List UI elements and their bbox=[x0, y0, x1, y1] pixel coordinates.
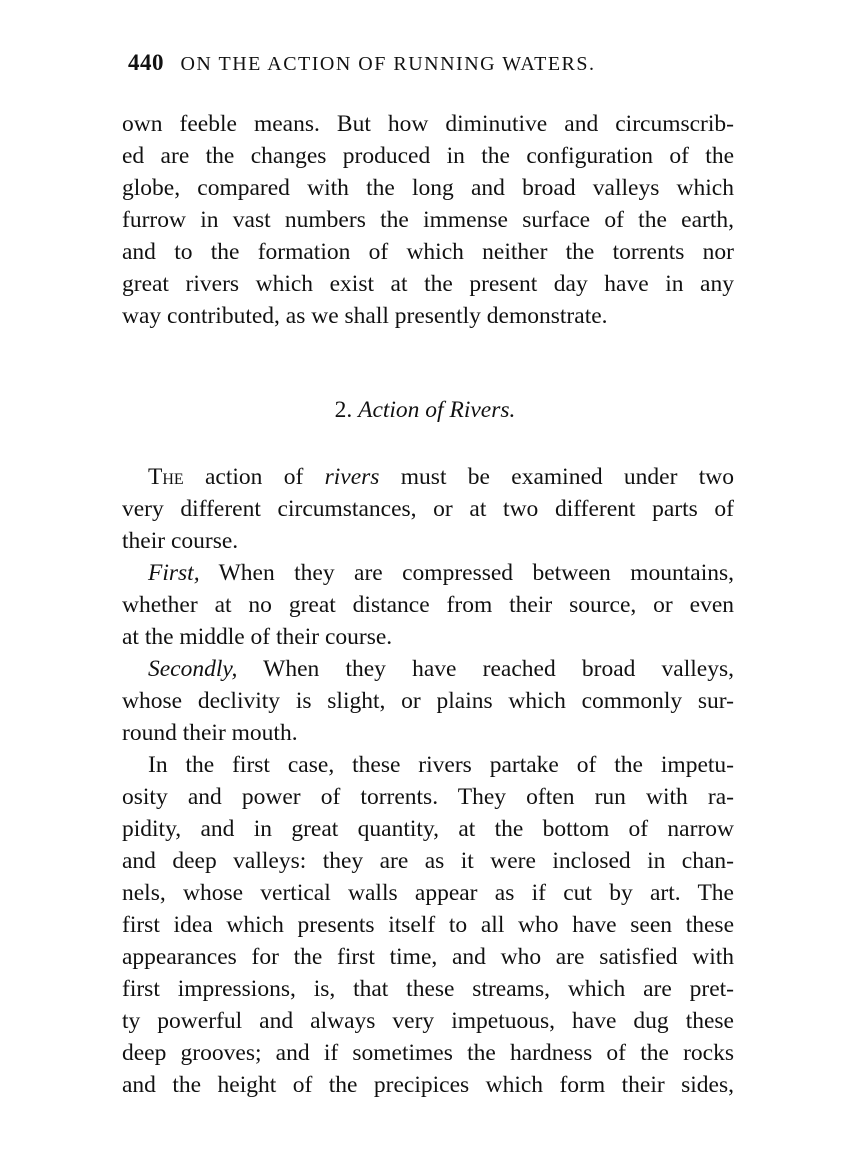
text-line: appearances for the first time, and who are satisfied with bbox=[122, 944, 734, 970]
text-line: round their mouth. bbox=[122, 720, 298, 746]
text-line: whose declivity is slight, or plains which commonly sur- bbox=[122, 688, 734, 714]
section-number: 2. bbox=[334, 397, 353, 423]
text-fragment: When they are compressed between mountains, bbox=[199, 560, 734, 586]
text-fragment: must be examined under two bbox=[379, 464, 734, 490]
text-line bbox=[122, 461, 734, 493]
text-line: first idea which presents itself to all who have seen these bbox=[122, 912, 734, 938]
text-fragment: When they have reached broad valleys, bbox=[237, 656, 734, 682]
lead-word: The bbox=[148, 464, 184, 490]
text-line: very different circumstances, or at two different parts of bbox=[122, 496, 734, 522]
text-line: whether at no great distance from their source, or even bbox=[122, 592, 734, 618]
text-line: globe, compared with the long and broad valleys which bbox=[122, 175, 734, 201]
section-body bbox=[122, 461, 734, 1101]
text-line: osity and power of torrents. They often run with ra- bbox=[122, 784, 734, 810]
text-line: at the middle of their course. bbox=[122, 624, 393, 650]
page-number: 440 bbox=[128, 50, 164, 75]
text-line: and to the formation of which neither the torrents nor bbox=[122, 239, 734, 265]
paragraph-opening bbox=[122, 108, 734, 332]
text-line: pidity, and in great quantity, at the bottom of narrow bbox=[122, 816, 734, 842]
running-head: ON THE ACTION OF RUNNING WATERS. bbox=[180, 53, 596, 75]
text-line: their course. bbox=[122, 528, 239, 554]
text-line: great rivers which exist at the present day have in any bbox=[122, 271, 734, 297]
text-line: ty powerful and always very impetuous, have dug these bbox=[122, 1008, 734, 1034]
text-line: first impressions, is, that these streams, which are pret- bbox=[122, 976, 734, 1002]
text-line: ed are the changes produced in the configuration of the bbox=[122, 143, 734, 169]
text-line: and the height of the precipices which form their sides, bbox=[122, 1072, 734, 1098]
section-heading bbox=[0, 392, 850, 428]
page-header bbox=[128, 46, 708, 81]
text-line bbox=[122, 653, 734, 685]
text-line: deep grooves; and if sometimes the hardness of the rocks bbox=[122, 1040, 734, 1066]
text-line: own feeble means. But how diminutive and circumscrib- bbox=[122, 111, 734, 137]
text-fragment: action of bbox=[183, 464, 325, 490]
text-line: furrow in vast numbers the immense surface of the earth, bbox=[122, 207, 734, 233]
italic-word: Secondly, bbox=[148, 656, 238, 682]
italic-word: First, bbox=[148, 560, 200, 586]
text-line: and deep valleys: they are as it were inclosed in chan- bbox=[122, 848, 734, 874]
text-line bbox=[122, 557, 734, 589]
text-line: nels, whose vertical walls appear as if cut by art. The bbox=[122, 880, 734, 906]
italic-word: rivers bbox=[324, 464, 380, 490]
section-title: Action of Rivers. bbox=[358, 397, 516, 423]
text-line: way contributed, as we shall presently demonstrate. bbox=[122, 303, 608, 329]
text-line: In the first case, these rivers partake of the impetu- bbox=[148, 752, 734, 778]
